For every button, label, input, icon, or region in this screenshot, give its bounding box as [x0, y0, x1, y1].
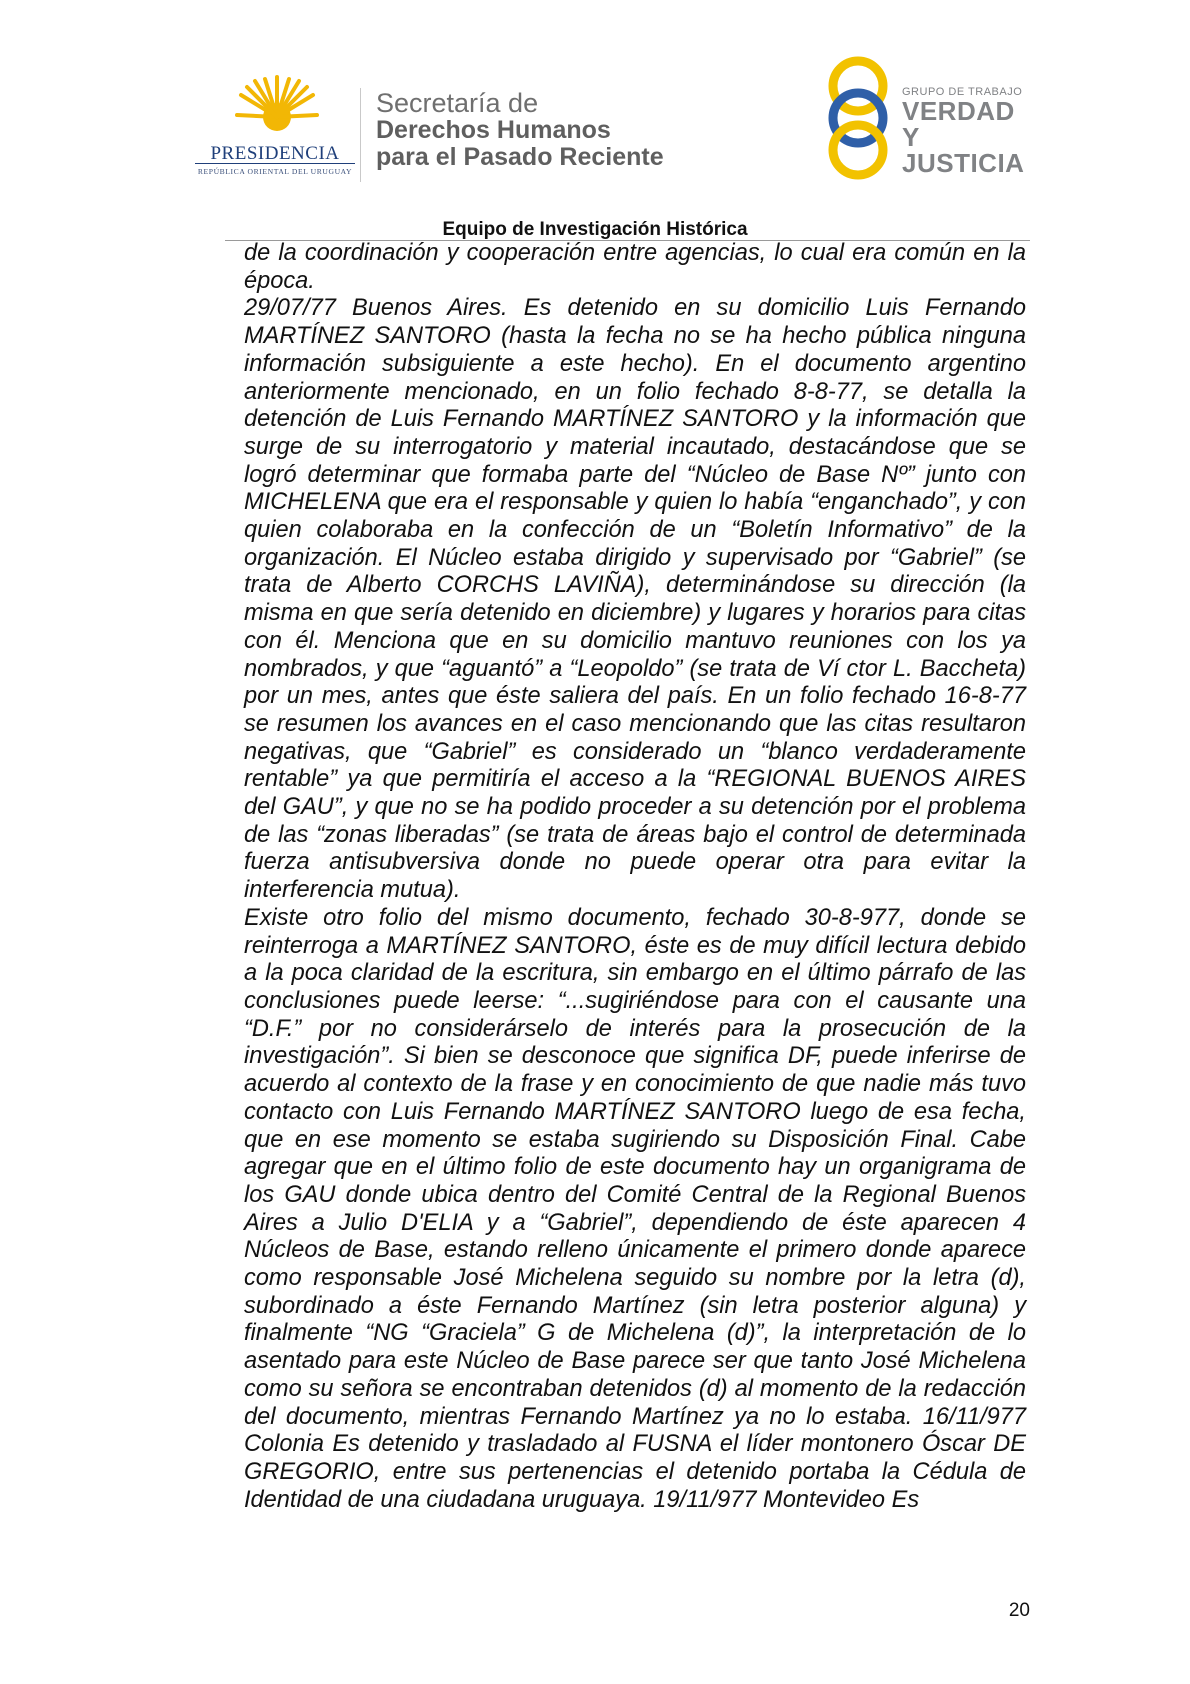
presidencia-logo: [195, 75, 355, 185]
gtvj-line-3: JUSTICIA: [902, 148, 1025, 178]
paragraph-3: Existe otro folio del mismo documento, fechado 30-8-977, donde se reinterroga a MARTÍNEZ SANTORO, éste es de muy difícil lectura debido a la poca claridad de la escritura, sin embargo en el último párrafo de las conclusiones puede leerse: “...sugiriéndose para con el causante una “D.F.” por no considerárselo de interés para la prosecución de la investigación”. Si bien se desconoce que significa DF, puede inferirse de acuerdo al contexto de la frase y en conocimiento de que nadie más tuvo contacto con Luis Fernando MARTÍNEZ SANTORO luego de esa fecha, que en ese momento se estaba sugiriendo su Disposición Final. Cabe agregar que en el último folio de este documento hay un organigrama de los GAU donde ubica dentro del Comité Central de la Regional Buenos Aires a Julio D'ELIA y a “Gabriel”, dependiendo de éste aparecen 4 Núcleos de Base, estando relleno únicamente el primero donde aparece como responsable José Michelena seguido su nombre por la letra (d), subordinado a éste Fernando Martínez (sin letra posterior alguna) y finalmente “NG “Graciela” G de Michelena (d)”, la interpretación de lo asentado para este Núcleo de Base parece ser que tanto José Michelena como su señora se encontraban detenidos (d) al momento de la redacción del documento, mientras Fernando Martínez ya no lo estaba. 16/11/977 Colonia Es detenido y trasladado al FUSNA el líder montonero Óscar DE GREGORIO, entre sus pertenencias el detenido portaba la Cédula de Identidad de una ciudadana uruguaya. 19/11/977 Montevideo Es: [244, 904, 1026, 1513]
sun-of-may-icon: [235, 75, 319, 143]
gtvj-line-2: VERDAD Y: [902, 96, 1015, 152]
secretaria-line-1: Secretaría de: [376, 88, 539, 118]
rings-icon: [818, 56, 898, 180]
secretaria-logo-text: [376, 90, 664, 171]
document-body: [244, 240, 1026, 1514]
paragraph-1: de la coordinación y cooperación entre agencias, lo cual era común en la época.: [244, 240, 1026, 294]
paragraph-2: 29/07/77 Buenos Aires. Es detenido en su domicilio Luis Fernando MARTÍNEZ SANTORO (hasta la fecha no se ha hecho pública ninguna información subsiguiente a este hecho). En el documento argentino anteriormente mencionado, en un folio fechado 8-8-77, se detalla la detención de Luis Fernando MARTÍNEZ SANTORO y la información que surge de su interrogatorio y material incautado, destacándose que se logró determinar que formaba parte del “Núcleo de Base Nº” junto con MICHELENA que era el responsable y quien lo había “enganchado”, y con quien colaboraba en la confección de un “Boletín Informativo” de la organización. El Núcleo estaba dirigido y supervisado por “Gabriel” (se trata de Alberto CORCHS LAVIÑA), determinándose su dirección (la misma en que sería detenido en diciembre) y lugares y horarios para citas con él. Menciona que en su domicilio mantuvo reuniones con los ya nombrados, y que “aguantó” a “Leopoldo” (se trata de Ví ctor L. Baccheta) por un mes, antes que éste saliera del país. En un folio fechado 16-8-77 se resumen los avances en el caso mencionando que las citas resultaron negativas, que “Gabriel” es considerado un “blanco verdaderamente rentable” ya que permitiría el acceso a la “REGIONAL BUENOS AIRES del GAU”, y que no se ha podido proceder a su detención por el problema de las “zonas liberadas” (se trata de áreas bajo el control de determinada fuerza antisubversiva donde no puede operar otra para evitar la interferencia mutua).: [244, 295, 1026, 904]
page-header: [0, 0, 1190, 240]
page-number: 20: [1008, 1600, 1030, 1621]
verdad-justicia-logo: [818, 56, 1038, 180]
presidencia-name: PRESIDENCIA: [210, 143, 340, 164]
team-title: Equipo de Investigación Histórica: [442, 219, 748, 240]
gtvj-line-1: GRUPO DE TRABAJO: [902, 86, 1023, 98]
secretaria-line-2: Derechos Humanos: [376, 116, 611, 144]
secretaria-line-3: para el Pasado Reciente: [376, 143, 664, 171]
presidencia-subtitle: REPÚBLICA ORIENTAL DEL URUGUAY: [197, 167, 353, 176]
verdad-justicia-text: [902, 86, 1038, 176]
logo-divider: [360, 88, 361, 182]
